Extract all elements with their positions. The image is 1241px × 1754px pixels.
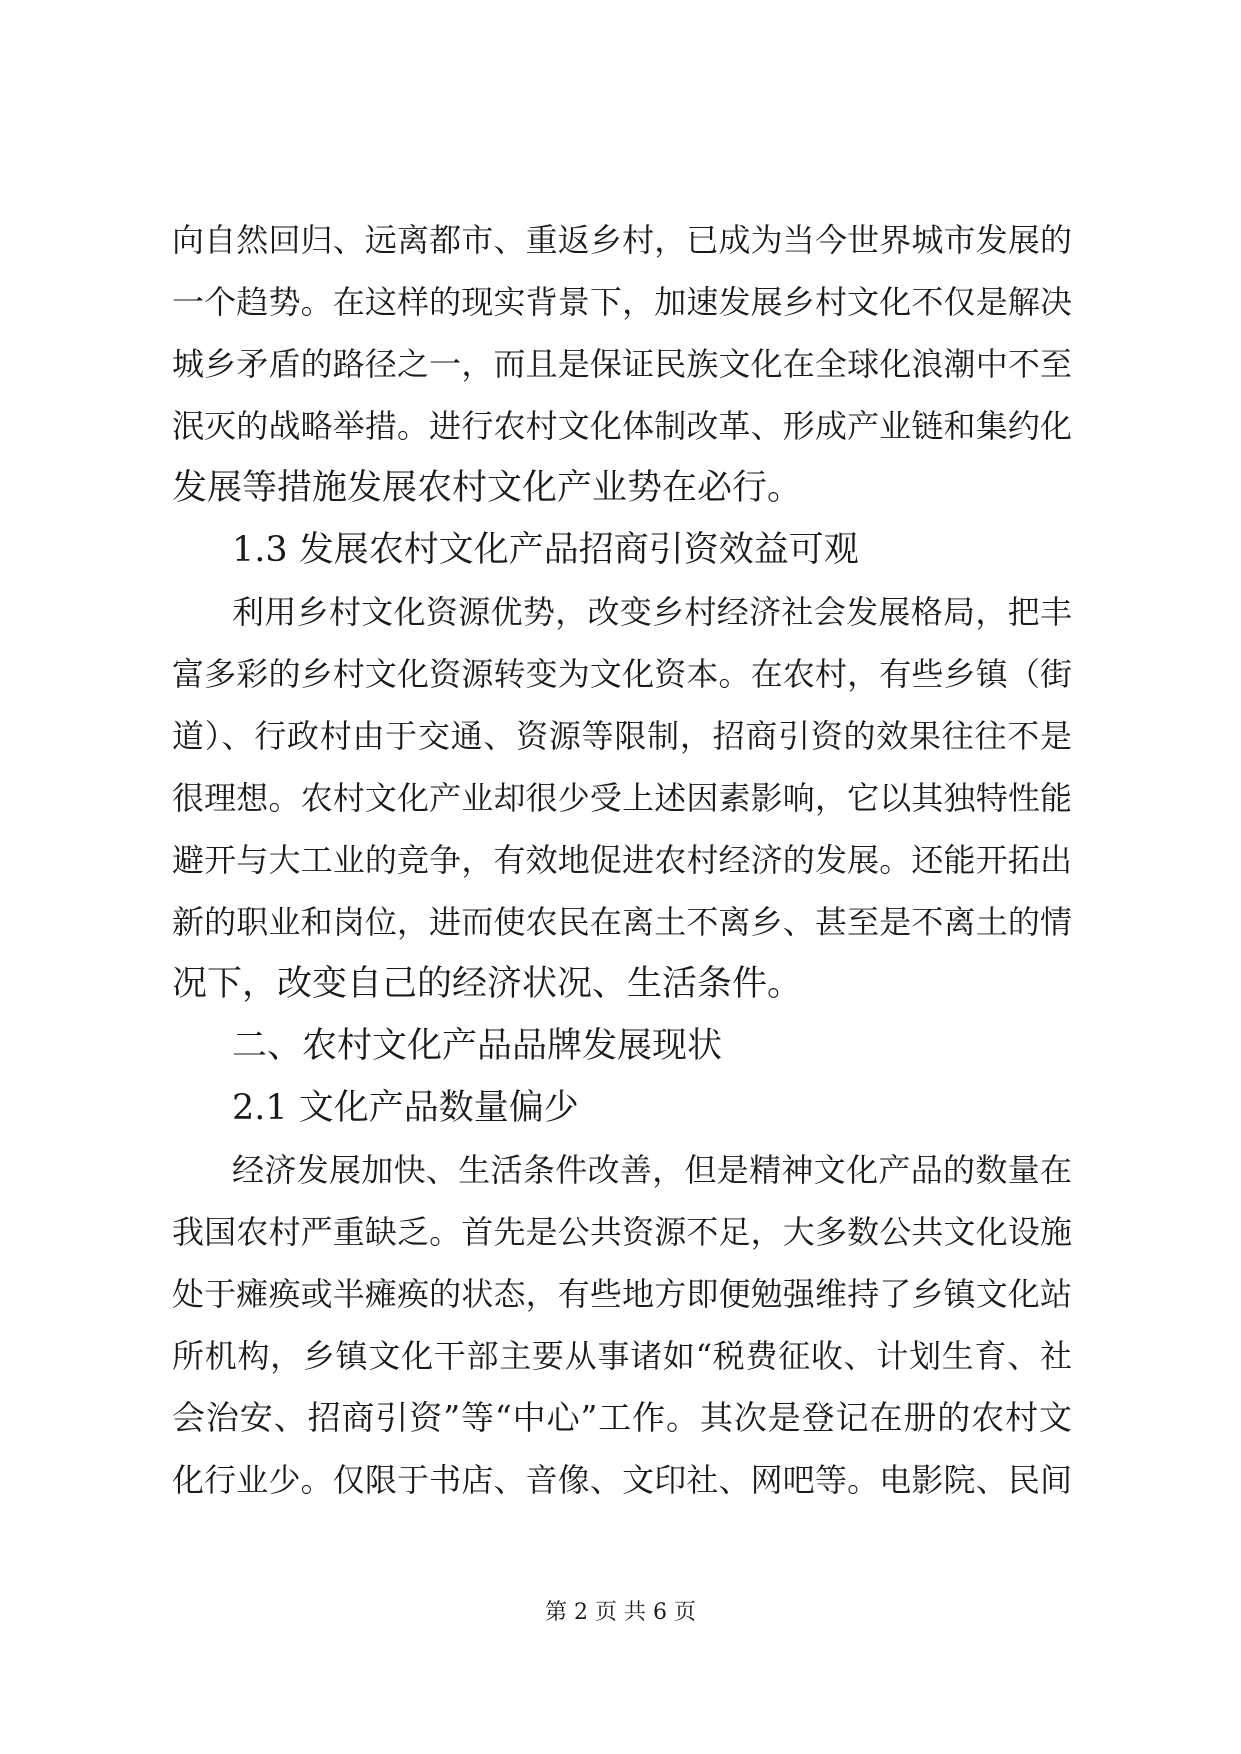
body-text-line: 富多彩的乡村文化资源转变为文化资本。在农村，有些乡镇（街 (172, 655, 1072, 693)
body-text-line: 况下，改变自己的经济状况、生活条件。 (172, 964, 803, 1004)
section-heading: 1.3 发展农村文化产品招商引资效益可观 (232, 530, 859, 570)
body-text-line: 新的职业和岗位，进而使农民在离土不离乡、甚至是不离土的情 (172, 903, 1072, 941)
body-text-line: 发展等措施发展农村文化产业势在必行。 (172, 468, 803, 508)
body-text-line: 城乡矛盾的路径之一，而且是保证民族文化在全球化浪潮中不至 (172, 345, 1072, 383)
body-text-line: 化行业少。仅限于书店、音像、文印社、网吧等。电影院、民间 (172, 1461, 1072, 1499)
body-text-line: 我国农村严重缺乏。首先是公共资源不足，大多数公共文化设施 (172, 1213, 1072, 1251)
section-heading: 2.1 文化产品数量偏少 (232, 1088, 579, 1128)
body-text-line: 处于瘫痪或半瘫痪的状态，有些地方即便勉强维持了乡镇文化站 (172, 1275, 1072, 1313)
body-text-line: 一个趋势。在这样的现实背景下，加速发展乡村文化不仅是解决 (172, 283, 1072, 321)
body-text-line: 道）、行政村由于交通、资源等限制，招商引资的效果往往不是 (172, 717, 1072, 755)
body-text-line: 很理想。农村文化产业却很少受上述因素影响，它以其独特性能 (172, 779, 1072, 817)
page-footer: 第 2 页 共 6 页 (545, 1600, 696, 1625)
body-text-line: 利用乡村文化资源优势，改变乡村经济社会发展格局，把丰 (232, 593, 1072, 631)
body-text-line: 泯灭的战略举措。进行农村文化体制改革、形成产业链和集约化 (172, 407, 1072, 445)
body-text-line: 会治安、招商引资”等“中心”工作。其次是登记在册的农村文 (172, 1398, 1072, 1437)
body-text-line: 避开与大工业的竞争，有效地促进农村经济的发展。还能开拓出 (172, 841, 1072, 879)
body-text-line: 所机构，乡镇文化干部主要从事诸如“税费征收、计划生育、社 (172, 1337, 1072, 1375)
section-heading: 二、农村文化产品品牌发展现状 (232, 1026, 723, 1066)
body-text-line: 经济发展加快、生活条件改善，但是精神文化产品的数量在 (232, 1151, 1072, 1189)
body-text-line: 向自然回归、远离都市、重返乡村，已成为当今世界城市发展的 (172, 221, 1072, 259)
